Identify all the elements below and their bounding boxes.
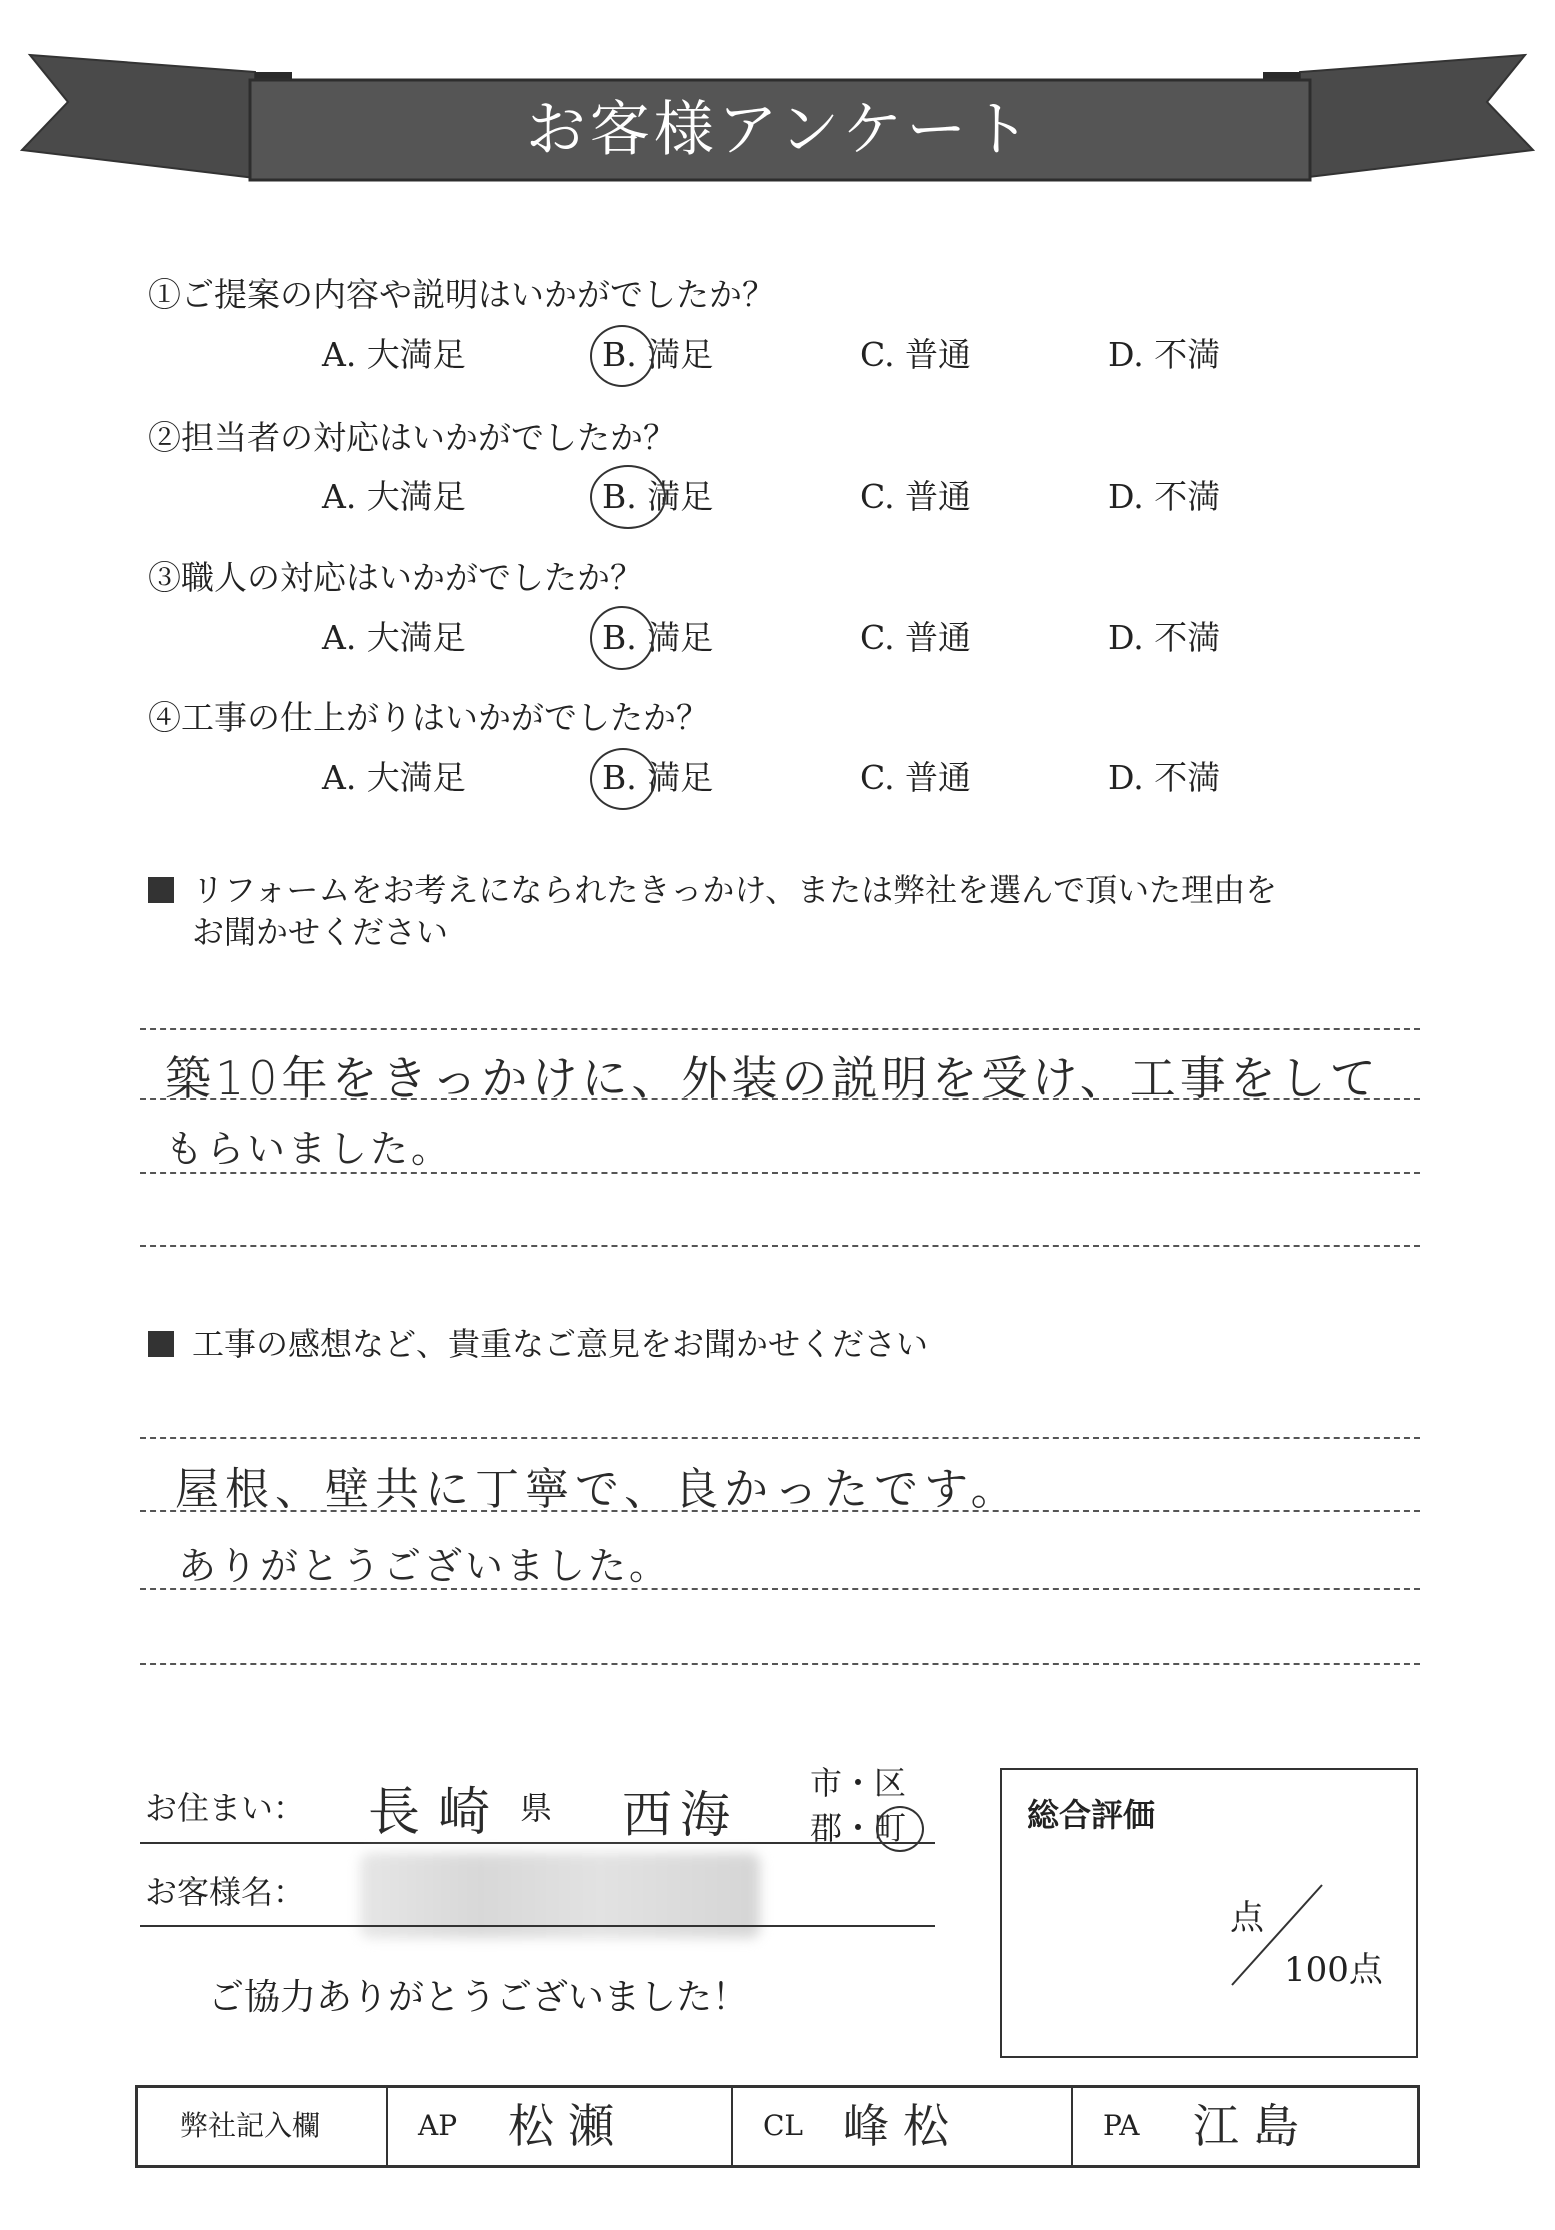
q1-option-d: D. 不満 (1108, 335, 1221, 374)
pa-name-handwritten: 江島 (1193, 2099, 1313, 2153)
pa-label: PA (1103, 2109, 1140, 2142)
square-bullet-icon (148, 877, 174, 903)
page-title: お客様アンケート (525, 95, 1035, 165)
q3-option-a: A. 大満足 (322, 618, 466, 657)
office-use-label: 弊社記入欄 (180, 2109, 321, 2142)
office-use-table (135, 2085, 1420, 2168)
section1-heading-line1: リフォームをお考えになられたきっかけ、または弊社を選んで頂いた理由を (192, 871, 1278, 909)
q1-selected-circle (590, 325, 654, 387)
address-prefecture-handwritten: 長崎 (368, 1783, 509, 1843)
q2-option-b: B. 満足 (602, 477, 714, 516)
q2-option-d: D. 不満 (1108, 477, 1221, 516)
cl-name-handwritten: 峰松 (843, 2099, 963, 2153)
section1-heading-line2: お聞かせください (192, 913, 449, 951)
q3-option-c: C. 普通 (860, 618, 972, 657)
pa-cell (1073, 2088, 1417, 2165)
thanks-message: ご協力ありがとうございました！ (208, 1977, 749, 2018)
ap-name-handwritten: 松瀬 (508, 2099, 628, 2153)
question-3: ③職人の対応はいかがでしたか？ (148, 558, 643, 597)
q4-option-d: D. 不満 (1108, 758, 1221, 797)
cl-label: CL (763, 2109, 804, 2142)
q4-option-b: B. 満足 (602, 758, 714, 797)
q3-selected-circle (590, 606, 654, 670)
ap-cell (388, 2088, 733, 2165)
q4-option-c: C. 普通 (860, 758, 972, 797)
answer-line (140, 1663, 1420, 1665)
address-underline (140, 1842, 935, 1844)
q2-option-c: C. 普通 (860, 477, 972, 516)
cl-cell (733, 2088, 1073, 2165)
town-selected-circle (876, 1806, 924, 1852)
q4-selected-circle (590, 748, 656, 810)
q2-option-a: A. 大満足 (322, 477, 466, 516)
overall-rating-label: 総合評価 (1027, 1796, 1156, 1834)
section1-heading (148, 868, 1277, 912)
square-bullet-icon (148, 1331, 174, 1357)
section2-answer-line1: 屋根、壁共に丁寧で、良かったです。 (175, 1464, 1021, 1515)
answer-line (140, 1245, 1420, 1247)
address-suffix-top: 市・区 (810, 1764, 907, 1802)
q1-option-a: A. 大満足 (322, 335, 466, 374)
ap-label: AP (418, 2109, 458, 2142)
question-4: ④工事の仕上がりはいかがでしたか？ (148, 698, 709, 737)
customer-name-label: お客様名： (145, 1873, 306, 1911)
answer-line (140, 1028, 1420, 1030)
section1-answer-line2: もらいました。 (165, 1127, 453, 1171)
question-2: ②担当者の対応はいかがでしたか？ (148, 418, 676, 457)
section2-heading (148, 1322, 928, 1366)
q4-option-a: A. 大満足 (322, 758, 466, 797)
section1-answer-line1: 築10年をきっかけに、外装の説明を受け、工事をして (165, 1051, 1380, 1105)
q1-option-b: B. 満足 (602, 335, 714, 374)
q3-option-d: D. 不満 (1108, 618, 1221, 657)
address-prefecture-suffix: 県 (520, 1789, 553, 1827)
score-point-label: 点 (1230, 1898, 1264, 1938)
address-label: お住まい： (145, 1789, 306, 1827)
section2-heading-text: 工事の感想など、貴重なご意見をお聞かせください (192, 1325, 929, 1363)
q3-option-b: B. 満足 (602, 618, 714, 657)
office-use-label-cell (138, 2088, 388, 2165)
score-max-label: 100点 (1284, 1950, 1383, 1990)
customer-underline (140, 1925, 935, 1927)
address-suffix-bottom: 郡・町 (810, 1809, 907, 1847)
overall-rating-box (1000, 1768, 1418, 2058)
question-1: ①ご提案の内容や説明はいかがでしたか？ (148, 275, 775, 314)
q1-option-c: C. 普通 (860, 335, 972, 374)
q2-selected-circle (590, 465, 666, 529)
answer-line (140, 1437, 1420, 1439)
address-city-handwritten: 西海 (622, 1786, 738, 1844)
section2-answer-line2: ありがとうございました。 (178, 1544, 671, 1588)
